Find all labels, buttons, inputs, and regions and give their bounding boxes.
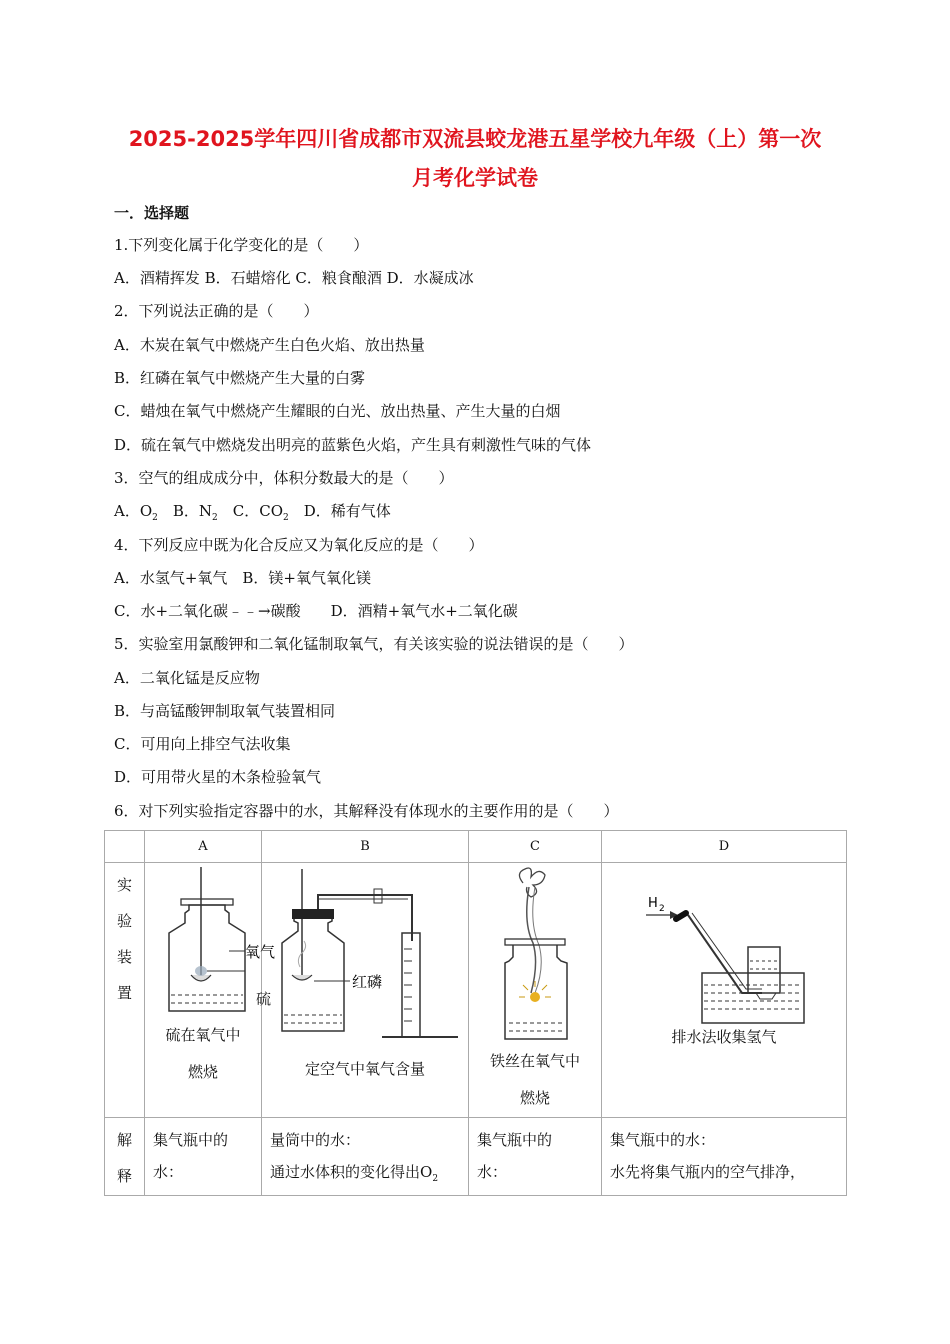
question-2-option-c: C．蜡烛在氧气中燃烧产生耀眼的白光、放出热量、产生大量的白烟 — [114, 402, 561, 420]
row-label-char: 释 — [116, 1167, 132, 1185]
cell-apparatus-c — [469, 863, 602, 1118]
explanation-b — [262, 1118, 469, 1196]
caption-c-1: 铁丝在氧气中 — [489, 1052, 580, 1070]
title-line-2: 月考化学试卷 — [412, 166, 538, 190]
question-5-option-d: D．可用带火星的木条检验氧气 — [114, 768, 322, 786]
row-label-apparatus — [105, 863, 145, 1118]
question-2-option-b: B．红磷在氧气中燃烧产生大量的白雾 — [114, 369, 366, 387]
question-3-options — [114, 500, 391, 523]
row-label-char: 装 — [116, 948, 132, 966]
caption-a-2: 燃烧 — [187, 1063, 218, 1081]
caption-a-1: 硫在氧气中 — [165, 1026, 241, 1044]
caption-b: 定空气中氧气含量 — [304, 1060, 425, 1078]
explanation-b-subscript: 2 — [432, 1174, 439, 1184]
explanation-d — [602, 1118, 847, 1196]
table-header-row — [105, 831, 847, 863]
explanation-d-line-2: 水先将集气瓶内的空气排净， — [610, 1163, 806, 1181]
row-label-explanation — [105, 1118, 145, 1196]
question-5-option-c: C．可用向上排空气法收集 — [114, 735, 291, 753]
q3-a-subscript: 2 — [152, 513, 158, 523]
question-2-option-d: D．硫在氧气中燃烧发出明亮的蓝紫色火焰，产生具有刺激性气味的气体 — [114, 436, 592, 454]
question-4: 4．下列反应中既为化合反应又为氧化反应的是（ ） — [114, 536, 484, 554]
row-label-char: 验 — [116, 912, 132, 930]
explanation-b-text: 通过水体积的变化得出O — [270, 1163, 433, 1181]
question-5-option-b: B．与高锰酸钾制取氧气装置相同 — [114, 702, 336, 720]
table-row-apparatus — [105, 863, 847, 1118]
header-a: A — [145, 831, 262, 863]
explanation-c — [469, 1118, 602, 1196]
explanation-a-line-2: 水： — [153, 1163, 184, 1181]
explanation-b-line-2 — [270, 1156, 468, 1195]
explanation-a-line-1: 集气瓶中的 — [153, 1131, 229, 1149]
cell-apparatus-b — [262, 863, 469, 1118]
hydrogen-collection-diagram — [602, 863, 846, 1021]
row-label-char: 置 — [116, 984, 132, 1002]
row-label-char: 解 — [116, 1131, 132, 1149]
caption-d: 排水法收集氢气 — [671, 1028, 777, 1046]
cell-apparatus-d — [602, 863, 847, 1118]
question-4-options-cd: C．水+二氧化碳﹣﹣→碳酸 D．酒精+氧气水+二氧化碳 — [114, 602, 518, 620]
label-oxygen: 氧气 — [245, 943, 276, 961]
header-empty — [105, 831, 145, 863]
label-red-phosphorus: 红磷 — [352, 973, 383, 991]
q3-option-a: A．O — [114, 502, 153, 520]
label-h2-subscript: 2 — [659, 904, 665, 914]
section-heading: 一．选择题 — [114, 204, 190, 222]
q3-c-subscript: 2 — [283, 513, 289, 523]
caption-c-2: 燃烧 — [519, 1089, 550, 1107]
question-1-options: A．酒精挥发 B．石蜡熔化 C．粮食酿酒 D．水凝成冰 — [114, 269, 474, 287]
sulfur-burning-diagram — [145, 863, 276, 1013]
question-2: 2．下列说法正确的是（ ） — [114, 302, 319, 320]
cell-apparatus-a — [145, 863, 276, 1118]
row-label-char: 实 — [116, 876, 132, 894]
question-3: 3．空气的组成成分中，体积分数最大的是（ ） — [114, 469, 454, 487]
header-b: B — [262, 831, 469, 863]
header-c: C — [469, 831, 602, 863]
iron-wire-burning-diagram — [469, 863, 601, 1039]
q3-option-d: D．稀有气体 — [288, 502, 391, 520]
question-1: 1.下列变化属于化学变化的是（ ） — [114, 236, 369, 254]
explanation-d-line-1: 集气瓶中的水： — [610, 1131, 716, 1149]
question-5: 5．实验室用氯酸钾和二氧化锰制取氧气，有关该实验的说法错误的是（ ） — [114, 635, 634, 653]
explanation-c-line-2: 水： — [477, 1163, 508, 1181]
oxygen-content-diagram — [262, 863, 468, 1043]
explanation-a — [145, 1118, 262, 1196]
explanation-b-line-1: 量筒中的水： — [270, 1131, 361, 1149]
q3-option-b: B．N — [157, 502, 213, 520]
question-5-option-a: A．二氧化锰是反应物 — [114, 669, 260, 687]
q3-option-c: C．CO — [217, 502, 284, 520]
experiment-table — [104, 830, 847, 1196]
q3-b-subscript: 2 — [212, 513, 218, 523]
question-4-options-ab: A．水氢气+氧气 B．镁+氧气氧化镁 — [114, 569, 371, 587]
question-6: 6．对下列实验指定容器中的水，其解释没有体现水的主要作用的是（ ） — [114, 802, 619, 820]
label-h2: H — [648, 896, 658, 911]
question-2-option-a: A．木炭在氧气中燃烧产生白色火焰、放出热量 — [114, 336, 425, 354]
explanation-c-line-1: 集气瓶中的 — [477, 1131, 553, 1149]
header-d: D — [602, 831, 847, 863]
table-row-explanation — [105, 1118, 847, 1196]
label-sulfur: 硫 — [256, 990, 272, 1008]
title-line-1: 2025-2025学年四川省成都市双流县蛟龙港五星学校九年级（上）第一次 — [128, 127, 822, 151]
